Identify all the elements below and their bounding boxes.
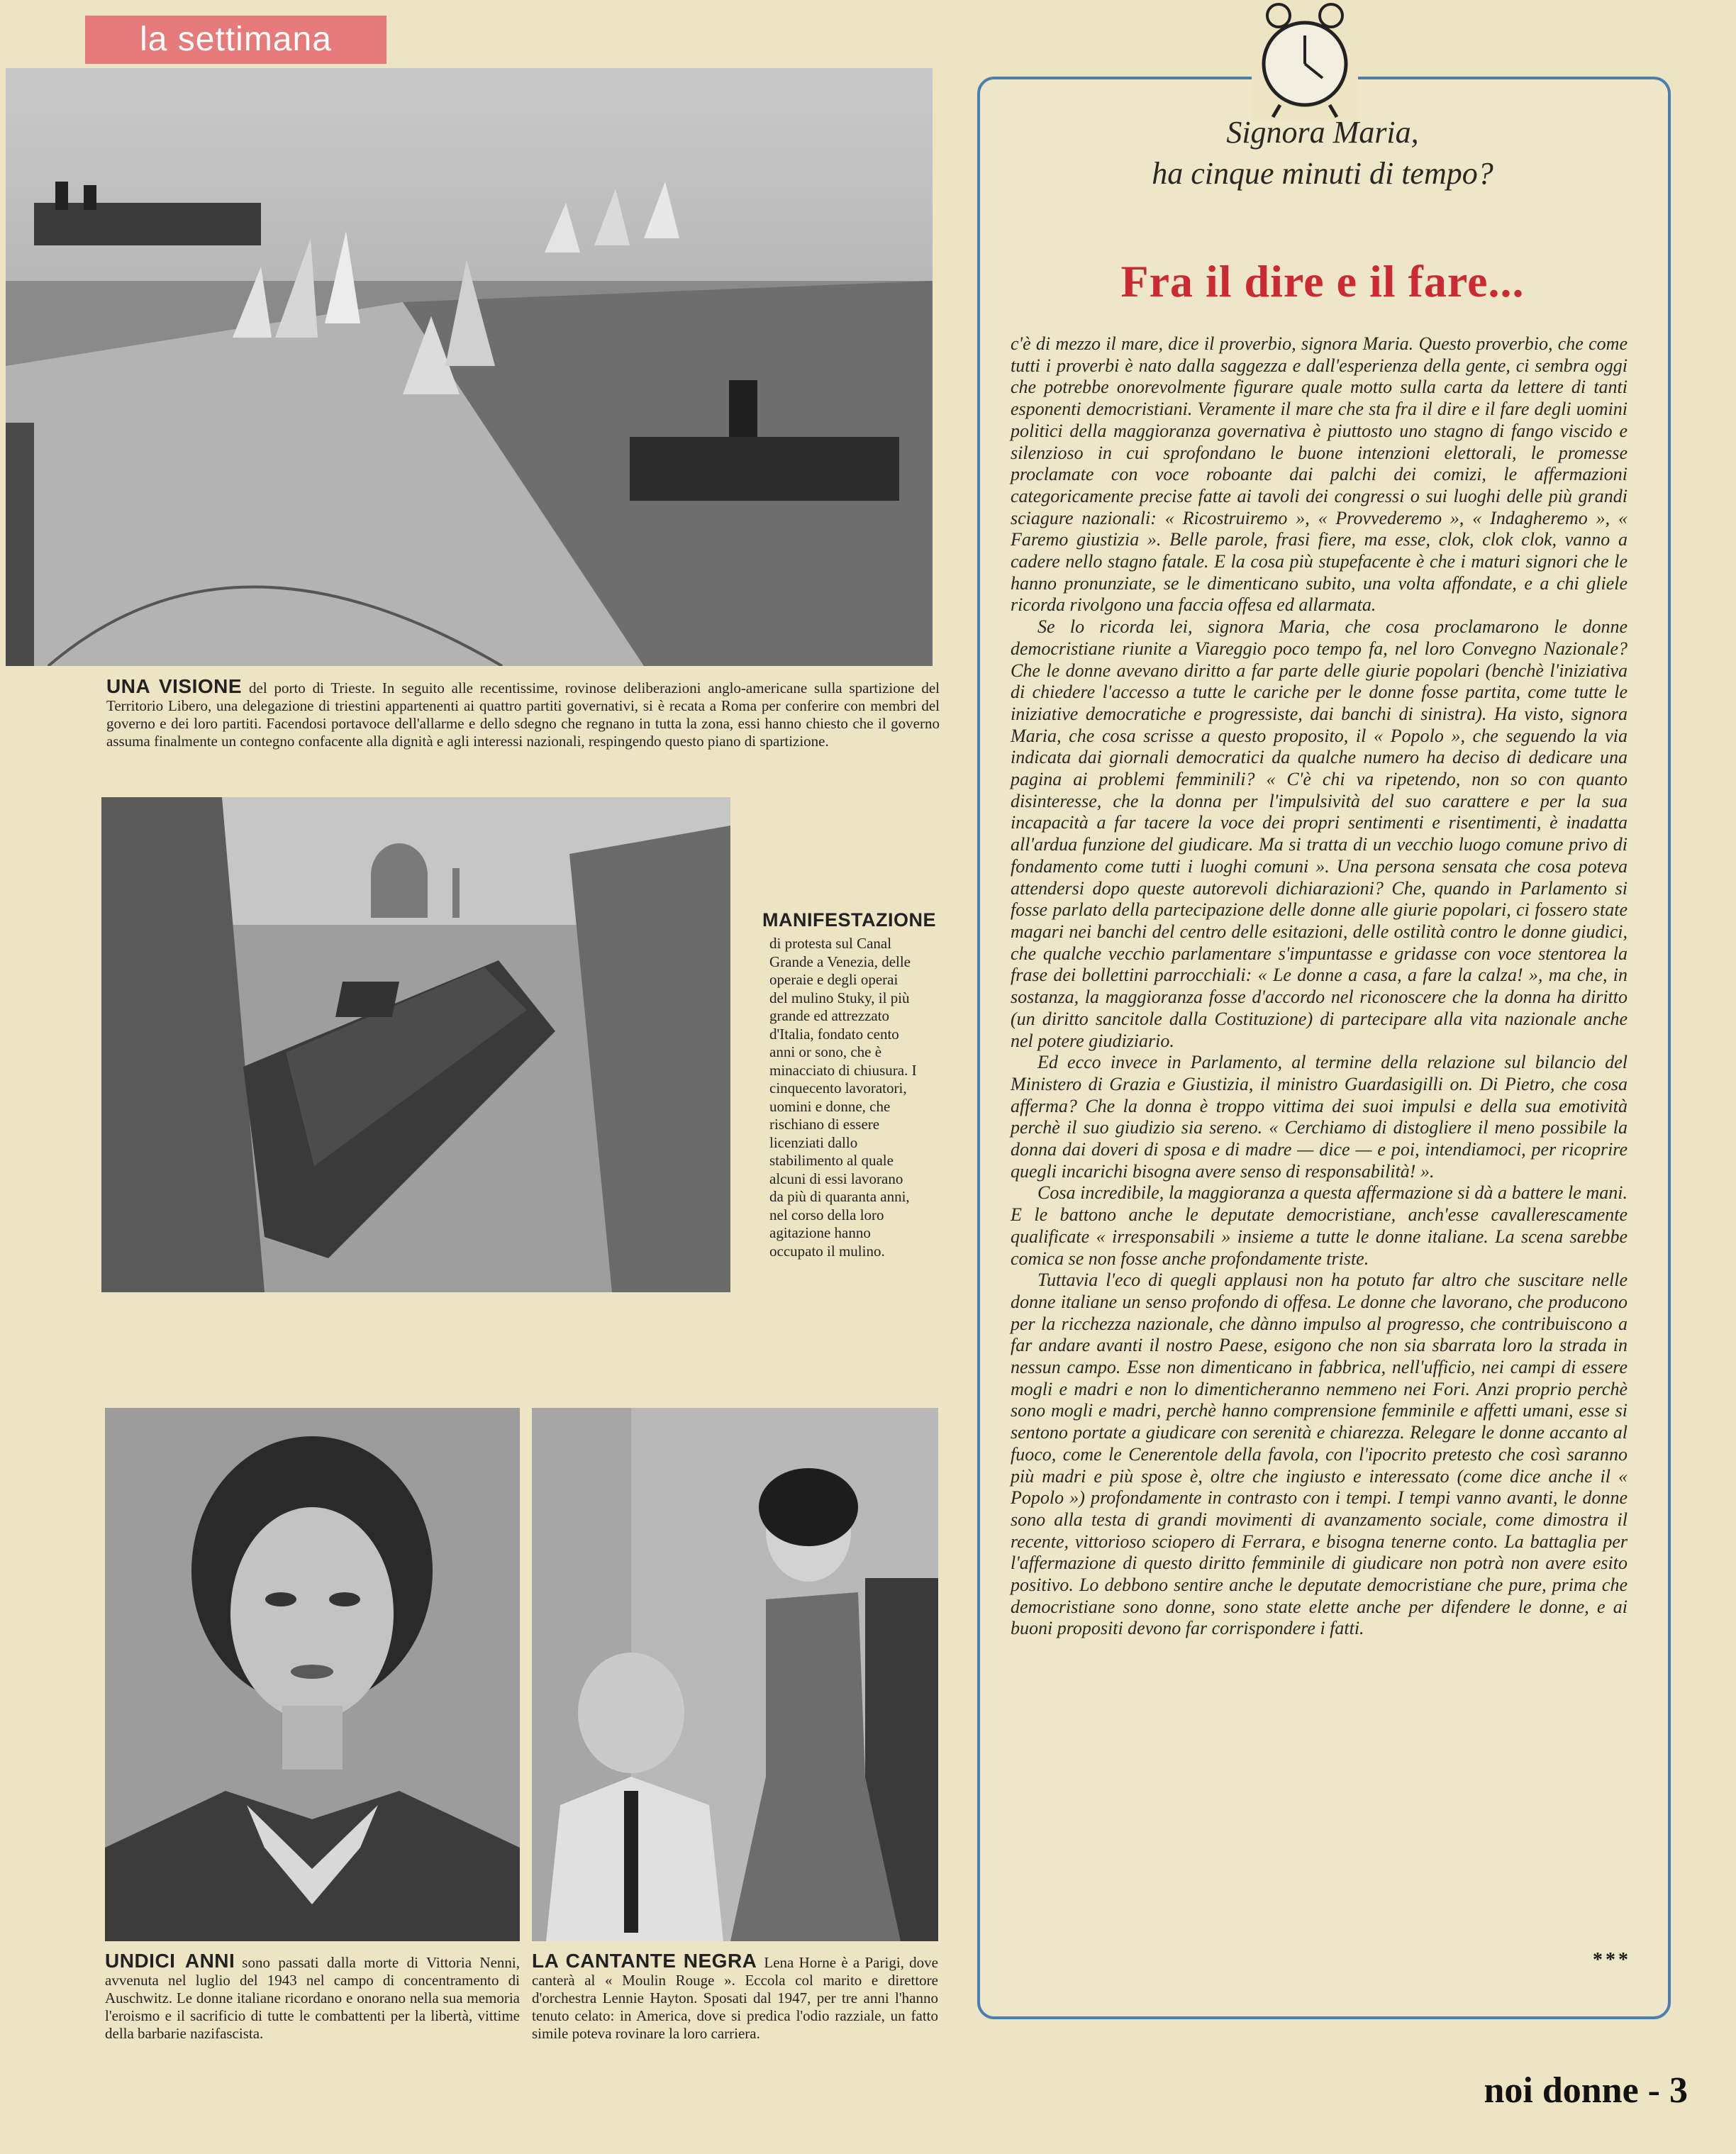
canal-photo-image: [101, 797, 730, 1292]
venice-caption-head: MANIFESTAZIONE: [762, 909, 936, 931]
subtitle-line-1: Signora Maria,: [1226, 115, 1419, 150]
nenni-caption-head: UNDICI ANNI: [105, 1950, 235, 1972]
article-headline: Fra il dire e il fare...: [1120, 256, 1525, 306]
venice-canal-photo: [101, 797, 730, 1292]
trieste-caption-head: UNA VISIONE: [106, 675, 243, 697]
alarm-clock-icon: [1252, 0, 1358, 121]
horne-caption: [532, 1952, 938, 2043]
nenni-portrait-photo: [105, 1408, 520, 1941]
nenni-caption: [105, 1952, 520, 2043]
article-subtitle: [979, 112, 1667, 194]
venice-caption: [762, 909, 936, 1260]
horne-caption-head: LA CANTANTE NEGRA: [532, 1950, 757, 1972]
article-signature: ***: [1593, 1949, 1631, 1971]
article-paragraph: Se lo ricorda lei, signora Maria, che cosa proclamarono le donne democristiane riunite a Viareggio poco tempo fa, nel loro Convegno Nazionale? Che le donne avevano diritto a far parte delle giurie popolari (benchè l'iniziativa di chiedere l'accesso a tutte le cariche per le donne fosse partita, come tutte le iniziative democratiche e progressiste, dai banchi di sinistra). Ha visto, signora Maria, che cosa scrisse a questo proposito, il « Popolo », che seguendo la via indicata dai giornali democratici da qualche numero ha deciso di dedicare una pagina ai problemi femminili? « C'è chi va ripetendo, non so con quanto disinteresse, che la donna per l'impulsività del suo carattere e per la sua incapacità a far tacere la voce dei propri sentimenti e risentimenti, è inadatta all'ardua funzione del giudicare. Ma si tratta di un vecchio luogo comune privo di fondamento come tutti i luoghi comuni ». Una persona sensata che cosa poteva attendersi dopo queste autorevoli dichiarazioni? Che, quando in Parlamento si fosse parlato della partecipazione delle donne alle giurie popolari, ci fossero state magari nei banchi del centro delle esitazioni, delle ostilità contro le donne giudici, che qualche vecchio parlamentare s'impuntasse e gridasse con voce stentorea la frase dei bollettini parrocchiali: « Le donne a casa, a fare la calza! », ma che, in sostanza, la maggioranza fosse d'accordo nel riconoscere che la donna ha diritto (un diritto sancitole dalla Costituzione) di partecipare alla vita nazionale anche nel potere giudiziario.: [1011, 616, 1628, 1051]
trieste-harbor-photo: [6, 68, 933, 666]
harbor-photo-image: [6, 68, 933, 666]
article-paragraph: Tuttavia l'eco di quegli applausi non ha potuto far altro che suscitare nelle donne italiane un senso profondo di offesa. Le donne che lavorano, che producono per la ricchezza nazionale, che dànno impulso al progresso, che contribuiscono a far andare avanti il nostro Paese, esigono che non sia sbarrata loro la strada in nessun campo. Esse non dimenticano in fabbrica, nell'ufficio, nei campi di essere mogli e madri e non lo dimenticheranno nemmeno nei Fori. Anzi proprio perchè sono mogli e madri, perchè hanno comprensione femminile e affetti umani, esse si sentono portate a giudicare con serenità e chiarezza. Relegare le donne accanto al fuoco, come le Cenerentole della favola, con l'ipocrito pretesto che così saranno più madri e più spose è, oltre che ingiusto e interessato (come dice anche il « Popolo ») profondamente in contrasto con i tempi. I tempi vanno avanti, le donne sono alla testa di grandi movimenti di avanzamento sociale, come dimostra il recente, vittorioso sciopero di Ferrara, e bisogna tenerne conto. La battaglia per l'affermazione di questo diritto femminile di giudicare non potrà non avere esito positivo. Lo debbono sentire anche le deputate democristiane che pure, prima che democristiane sono donne, sono state elette anche per difendere le donne, e ai buoni propositi devono far corrispondere i fatti.: [1011, 1270, 1628, 1639]
article-paragraph: Ed ecco invece in Parlamento, al termine della relazione sul bilancio del Ministero di Grazia e Giustizia, il ministro Guardasigilli on. Di Pietro, che cosa afferma? Che la donna è troppo vittima dei suoi impulsi e della sua emotività perchè il suo giudizio sia sereno. « Cerchiamo di distogliere il meno possibile la donna dai doveri di sposa e di madre — dice — e poi, intendiamoci, per ricoprire quegli incarichi bisogna avere senso di responsabilità! ».: [1011, 1052, 1628, 1182]
page-footer: noi donne - 3: [1484, 2070, 1688, 2111]
horne-photo: [532, 1408, 938, 1941]
trieste-caption-text: del porto di Trieste. In seguito alle recentissime, rovinose deliberazioni anglo-americane sulla spartizione del Territorio Libero, una delegazione di triestini appartenenti ai quattro partiti governativi, si è recata a Roma per conferire con membri del governo e dei loro partiti. Facendosi portavoce dell'allarme e dello sdegno che regnano in tutta la zona, essi hanno chiesto che il governo assuma finalmente un contegno confacente alla dignità e agli interessi nazionali, respingendo questo piano di spartizione.: [106, 679, 940, 750]
couple-photo-image: [532, 1408, 938, 1941]
subtitle-line-2: ha cinque minuti di tempo?: [1152, 156, 1493, 191]
nenni-caption-text: sono passati dalla morte di Vittoria Nenni, avvenuta nel luglio del 1943 nel campo di concentramento di Auschwitz. Le donne italiane ricordano e onorano nella sua memoria l'eroismo e il sacrificio di tutte le combattenti per la libertà, vittime della barbarie nazifascista.: [105, 1954, 521, 2042]
horne-caption-text: Lena Horne è a Parigi, dove canterà al « Moulin Rouge ». Eccola col marito e direttore d'orchestra Lennie Hayton. Sposati dal 1947, per tre anni l'hanno tenuto celato: in America, dove si predica l'odio razziale, un fatto simile poteva rovinare la loro carriera.: [532, 1954, 938, 2042]
article-paragraph: c'è di mezzo il mare, dice il proverbio, signora Maria. Questo proverbio, che come tutti i proverbi è nato dalla saggezza e dall'esperienza della gente, ci sembra oggi che potrebbe onorevolmente figurare quale motto sulla carta da lettere di tanti esponenti democristiani. Veramente il mare che sta fra il dire e il fare degli uomini politici della maggioranza governativa è piuttosto uno stagno di fango viscido e silenzioso in cui sprofondano le buone intenzioni elettorali, le promesse proclamate con voce roboante dai palchi dei comizi, le affermazioni categoricamente precise fatte ai tavoli dei congressi o sui luoghi delle più grandi sciagure nazionali: « Ricostruiremo », « Provvederemo », « Indagheremo », « Faremo giustizia ». Belle parole, frasi fiere, ma esse, clok, clok clok, vanno a cadere nello stagno fatale. E la cosa più stupefacente è che i maturi signori che le hanno pronunziate, se le dimenticano subito, una volta affondate, e a chi gliele ricorda rivolgono una faccia offesa ed allarmata.: [1011, 333, 1628, 616]
section-label: la settimana: [85, 16, 386, 64]
portrait-photo-image: [105, 1408, 520, 1941]
trieste-caption: [106, 677, 940, 750]
venice-caption-text: di protesta sul Canal Grande a Venezia, delle operaie e degli operai del mulino Stuky, il più grande ed attrezzato d'Italia, fondato cento anni or sono, che è minacciato di chiusura. I cinquecento lavoratori, uomini e donne, che rischiano di essere licenziati dallo stabilimento al quale alcuni di essi lavorano da più di quaranta anni, nel corso della loro agitazione hanno occupato il mulino.: [769, 935, 917, 1260]
article-body: [1011, 333, 1628, 1640]
article-paragraph: Cosa incredibile, la maggioranza a questa affermazione si dà a battere le mani. E le battono anche le deputate democristiane, anch'esse cavallerescamente qualificate « irresponsabili » insieme a tutte le donne italiane. La scena sarebbe comica se non fosse anche profondamente triste.: [1011, 1182, 1628, 1269]
